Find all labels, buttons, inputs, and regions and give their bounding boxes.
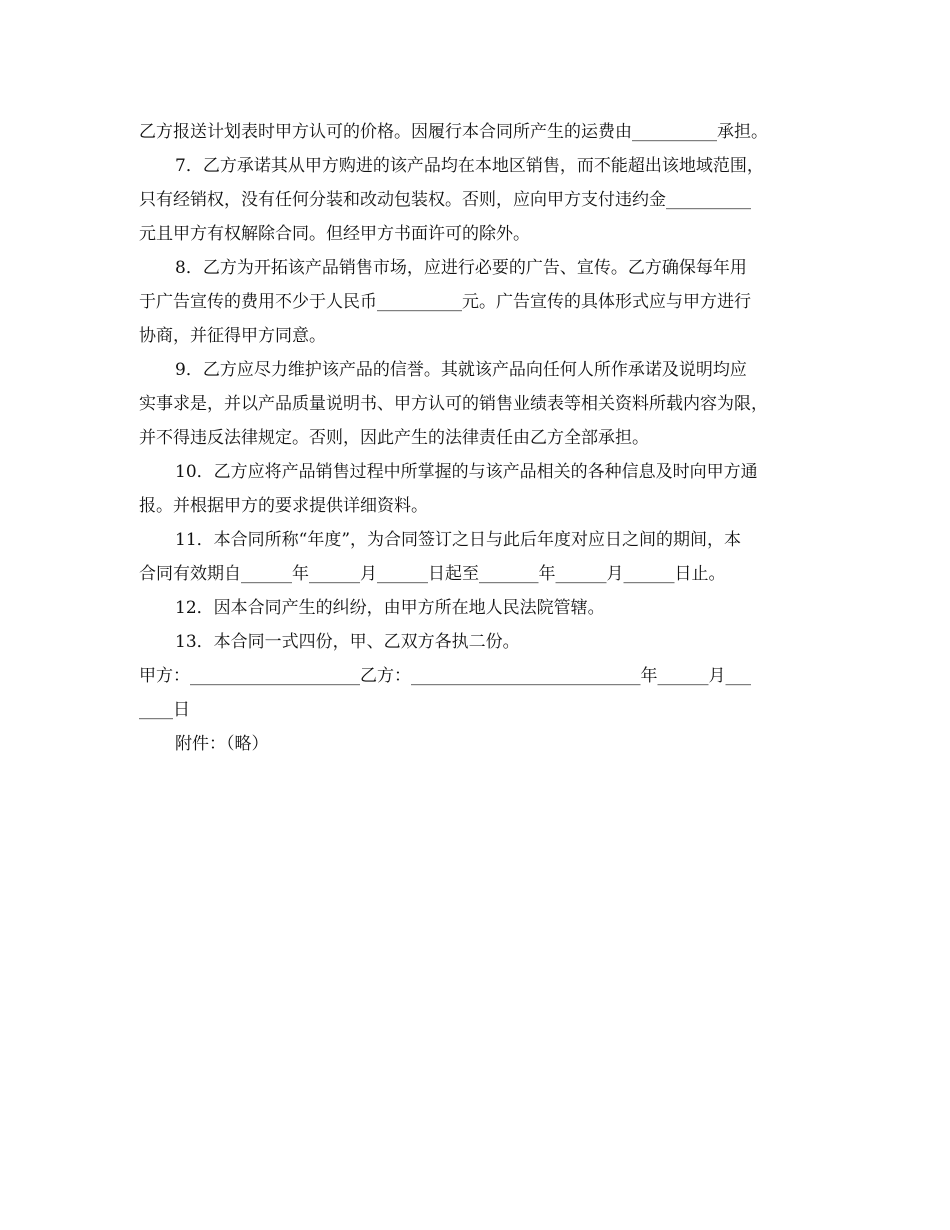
clause-9-line-3: 并不得违反法律规定。否则，因此产生的法律责任由乙方全部承担。 bbox=[139, 428, 649, 448]
clause-9-line-1: 9．乙方应尽力维护该产品的信誉。其就该产品向任何人所作承诺及说明均应 bbox=[175, 360, 747, 380]
clause-7-line-1: 7．乙方承诺其从甲方购进的该产品均在本地区销售，而不能超出该地域范围， bbox=[175, 156, 764, 176]
signature-line-1: 甲方：____________________乙方：___________________________年______月___ bbox=[139, 666, 751, 686]
attachment-line: 附件：（略） bbox=[175, 734, 269, 754]
clause-8-line-1: 8．乙方为开拓该产品销售市场，应进行必要的广告、宣传。乙方确保每年用 bbox=[175, 258, 747, 278]
clause-8-line-3: 协商，并征得甲方同意。 bbox=[139, 326, 326, 346]
clause-11-line-2: 合同有效期自______年______月______日起至_______年______月______日止。 bbox=[139, 564, 726, 584]
clause-13-line: 13．本合同一式四份，甲、乙双方各执二份。 bbox=[175, 632, 520, 652]
clause-9-line-2: 实事求是，并以产品质量说明书、甲方认可的销售业绩表等相关资料所载内容为限， bbox=[139, 394, 768, 414]
contract-text bbox=[139, 115, 815, 761]
signature-line-2: ____日 bbox=[139, 700, 190, 720]
clause-7-line-3: 元且甲方有权解除合同。但经甲方书面许可的除外。 bbox=[139, 224, 530, 244]
clause-7-line-2: 只有经销权，没有任何分装和改动包装权。否则，应向甲方支付违约金__________ bbox=[139, 190, 751, 210]
clause-8-line-2: 于广告宣传的费用不少于人民币__________元。广告宣传的具体形式应与甲方进行 bbox=[139, 292, 751, 312]
clause-11-line-1: 11．本合同所称“年度”，为合同签订之日与此后年度对应日之间的期间，本 bbox=[175, 530, 742, 550]
clause-10-line-1: 10．乙方应将产品销售过程中所掌握的与该产品相关的各种信息及时向甲方通 bbox=[175, 462, 758, 482]
clause-10-line-2: 报。并根据甲方的要求提供详细资料。 bbox=[139, 496, 428, 516]
text-line-1: 乙方报送计划表时甲方认可的价格。因履行本合同所产生的运费由__________承担。 bbox=[139, 122, 768, 142]
clause-12-line: 12．因本合同产生的纠纷，由甲方所在地人民法院管辖。 bbox=[175, 598, 605, 618]
